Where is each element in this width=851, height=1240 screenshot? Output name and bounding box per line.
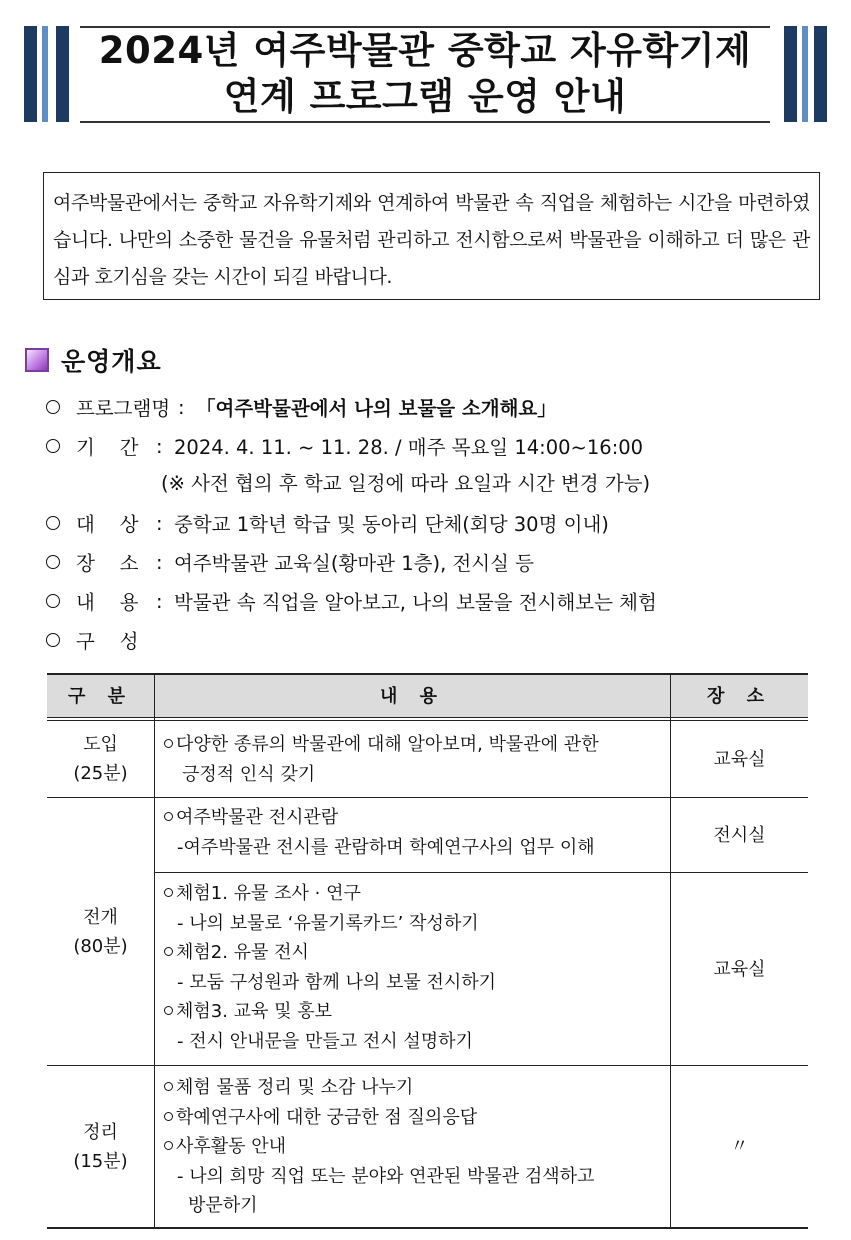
stage-dev-place-b: [671, 873, 808, 1065]
stage-name: 전개: [83, 906, 118, 928]
stage-dev-cell: [47, 798, 154, 1065]
intro-box: [43, 172, 820, 300]
period-value: 2024. 4. 11. ~ 11. 28. / 매주 목요일 14:00~16:00: [174, 436, 644, 459]
content-line: 사후활동 안내: [176, 1136, 287, 1157]
place-text: 교육실: [713, 748, 766, 770]
content-line: -여주박물관 전시를 관람하며 학예연구사의 업무 이해: [177, 836, 595, 858]
content-label: 내 용: [76, 591, 139, 614]
content-line: 체험 물품 정리 및 소감 나누기: [176, 1077, 414, 1098]
small-circle-bullet-icon: [164, 1006, 173, 1015]
place-value: 여주박물관 교육실(황마관 1층), 전시실 등: [174, 552, 535, 575]
stage-dev-content-b: [164, 879, 496, 1056]
target-label: 대 상: [76, 513, 139, 536]
section-title: 운영개요: [61, 347, 162, 376]
right-deco-bar: [802, 26, 808, 122]
stage-duration: (25분): [73, 763, 128, 784]
content-line: 방문하기: [188, 1195, 258, 1216]
overview-target: [46, 508, 609, 538]
stage-dev-place-a: [671, 798, 808, 872]
content-line: 다양한 종류의 박물관에 대해 알아보며, 박물관에 관한: [176, 734, 599, 755]
program-name: 「여주박물관에서 나의 보물을 소개해요」: [196, 397, 557, 420]
target-value: 중학교 1학년 학급 및 동아리 단체(회당 30명 이내): [174, 513, 609, 536]
table-rule: [47, 717, 808, 718]
stage-wrap-cell: [47, 1066, 154, 1227]
stage-intro-cell: [47, 721, 154, 797]
period-label: 기 간: [76, 436, 139, 459]
col-header-category: 구 분: [67, 686, 134, 707]
circle-bullet-icon: [46, 516, 60, 530]
stage-duration: (15분): [73, 1150, 128, 1172]
place-label: 장 소: [76, 552, 139, 575]
stage-intro-place: [671, 721, 808, 797]
purple-square-icon: [25, 348, 49, 372]
place-sep: :: [156, 550, 163, 574]
content-line: 학예연구사에 대한 궁금한 점 질의응답: [176, 1106, 478, 1128]
right-deco-bar: [814, 26, 827, 122]
right-deco-bar: [784, 26, 797, 122]
small-circle-bullet-icon: [164, 888, 173, 897]
small-circle-bullet-icon: [164, 812, 173, 821]
overview-structure: [46, 625, 156, 655]
content-sep: :: [156, 589, 163, 613]
section-header: [25, 342, 162, 378]
content-line: 체험3. 교육 및 홍보: [176, 1001, 333, 1022]
content-line: 체험2. 유물 전시: [176, 942, 309, 963]
stage-intro-content: [164, 730, 599, 789]
content-line: - 나의 희망 직업 또는 분야와 연관된 박물관 검색하고: [177, 1165, 595, 1187]
circle-bullet-icon: [46, 633, 60, 647]
program-label: 프로그램명: [76, 397, 171, 420]
title-banner: [0, 0, 851, 135]
stage-duration: (80분): [73, 935, 128, 957]
place-text: 전시실: [713, 824, 766, 846]
title-line-2: 연계 프로그램 운영 안내: [223, 75, 627, 118]
content-line: - 전시 안내문을 만들고 전시 설명하기: [177, 1030, 473, 1052]
col-header-content: 내 용: [379, 686, 446, 707]
small-circle-bullet-icon: [164, 1141, 173, 1150]
small-circle-bullet-icon: [164, 947, 173, 956]
circle-bullet-icon: [46, 555, 60, 569]
left-deco-bar: [56, 26, 69, 122]
stage-name: 정리: [83, 1121, 118, 1143]
content-line: - 모둠 구성원과 함께 나의 보물 전시하기: [177, 971, 497, 993]
content-line: 긍정적 인식 갖기: [182, 763, 316, 785]
stage-wrap-place: [671, 1066, 808, 1227]
small-circle-bullet-icon: [164, 1082, 173, 1091]
circle-bullet-icon: [46, 594, 60, 608]
stage-dev-content-a: [164, 803, 595, 862]
period-note: (※ 사전 협의 후 학교 일정에 따라 요일과 시간 변경 가능): [161, 472, 651, 495]
program-table: [47, 673, 808, 1229]
left-deco-bar: [42, 26, 48, 122]
overview-program: [46, 392, 557, 422]
place-text: 교육실: [713, 958, 766, 980]
intro-text: 여주박물관에서는 중학교 자유학기제와 연계하여 박물관 속 직업을 체험하는 시간을 마련하였습니다. 나만의 소중한 물건을 유물처럼 관리하고 전시함으로써 박물관을 이해하고 더 많은 관심과 호기심을 갖는 시간이 되길 바랍니다.: [53, 192, 810, 288]
stage-wrap-content: [164, 1073, 594, 1221]
content-line: 여주박물관 전시관람: [176, 807, 339, 828]
circle-bullet-icon: [46, 439, 60, 453]
period-sep: :: [156, 434, 163, 458]
page-title: [80, 26, 770, 122]
place-text: 〃: [730, 1136, 749, 1157]
content-value: 박물관 속 직업을 알아보고, 나의 보물을 전시해보는 체험: [174, 591, 657, 614]
overview-period: [46, 431, 643, 461]
left-deco-bar: [24, 26, 37, 122]
overview-content: [46, 586, 657, 616]
small-circle-bullet-icon: [164, 1112, 173, 1121]
table-col-rule: [154, 673, 155, 1229]
content-line: - 나의 보물로 ‘유물기록카드’ 작성하기: [177, 912, 479, 934]
title-line-1: 2024년 여주박물관 중학교 자유학기제: [98, 29, 752, 72]
col-header-place: 장 소: [706, 686, 773, 707]
small-circle-bullet-icon: [164, 739, 173, 748]
overview-place: [46, 547, 534, 577]
circle-bullet-icon: [46, 400, 60, 414]
content-line: 체험1. 유물 조사 · 연구: [176, 883, 361, 904]
table-rule: [47, 1227, 808, 1229]
structure-label: 구 성: [76, 630, 139, 653]
target-sep: :: [156, 511, 163, 535]
program-sep: :: [178, 395, 185, 419]
stage-name: 도입: [83, 734, 118, 755]
